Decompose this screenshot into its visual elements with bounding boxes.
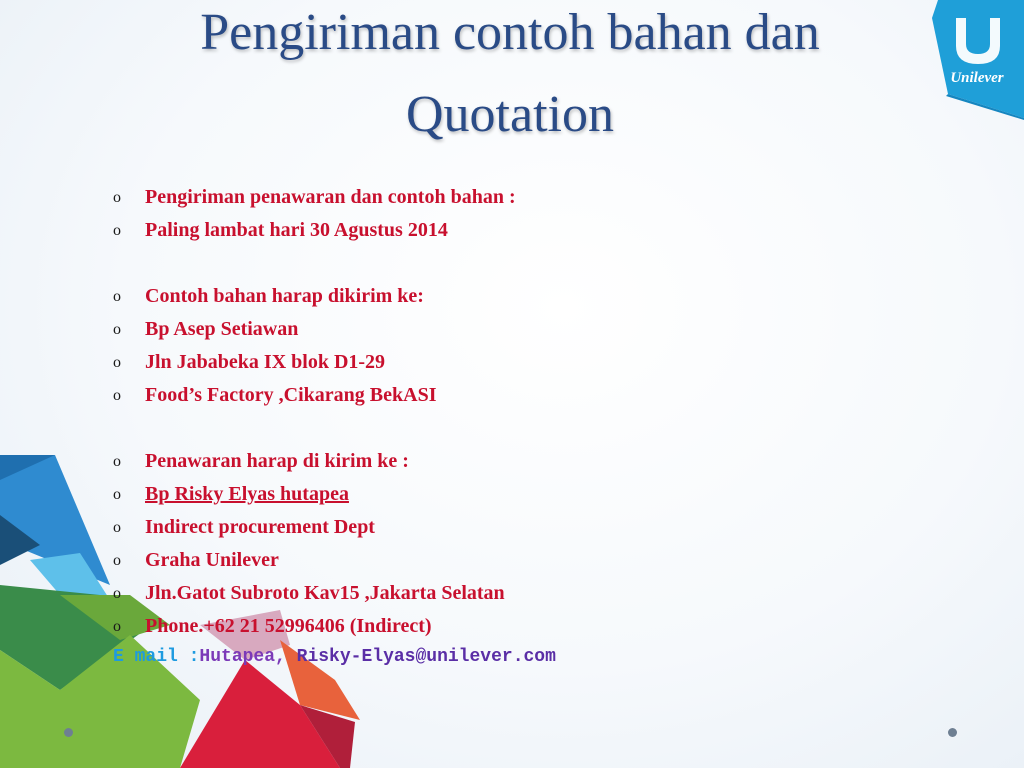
list-item (110, 379, 516, 412)
item-text: Paling lambat hari 30 Agustus 2014 (145, 219, 448, 241)
content-list (110, 181, 516, 643)
bullet-icon: o (113, 519, 121, 536)
bullet-icon: o (113, 387, 121, 404)
list-item (110, 280, 516, 313)
email-name: Hutapea, (199, 647, 286, 667)
list-item (110, 313, 516, 346)
bullet-icon: o (113, 585, 121, 602)
item-text: Penawaran harap di kirim ke : (145, 450, 409, 472)
list-item (110, 610, 516, 643)
item-text: Pengiriman penawaran dan contoh bahan : (145, 186, 516, 208)
list-item (110, 181, 516, 214)
spacer (110, 247, 516, 280)
bullet-icon: o (113, 552, 121, 569)
list-item (110, 544, 516, 577)
item-text: Contoh bahan harap dikirim ke: (145, 285, 424, 307)
bullet-icon: o (113, 189, 121, 206)
list-item (110, 214, 516, 247)
item-text: Indirect procurement Dept (145, 516, 375, 538)
item-text: Graha Unilever (145, 549, 279, 571)
item-text: Phone.+62 21 52996406 (Indirect) (145, 615, 432, 637)
item-text: Jln.Gatot Subroto Kav15 ,Jakarta Selatan (145, 582, 505, 604)
item-text: Food’s Factory ,Cikarang BekASI (145, 384, 437, 406)
bullet-icon: o (113, 354, 121, 371)
bullet-icon: o (113, 321, 121, 338)
logo-wordmark: Unilever (950, 70, 1004, 86)
slide-dot-right (948, 728, 957, 737)
bullet-icon: o (113, 288, 121, 305)
list-item (110, 577, 516, 610)
bullet-icon: o (113, 222, 121, 239)
contact-name-link[interactable]: Bp Risky Elyas hutapea (145, 483, 349, 505)
slide-title (100, 0, 920, 156)
email-line (113, 641, 556, 674)
bullet-icon: o (113, 618, 121, 635)
bullet-icon: o (113, 486, 121, 503)
spacer (110, 412, 516, 445)
slide-dot-left (64, 728, 73, 737)
item-text: Bp Asep Setiawan (145, 318, 299, 340)
title-line-1: Pengiriman contoh bahan dan (200, 4, 820, 61)
item-text: Jln Jababeka IX blok D1-29 (145, 351, 386, 373)
email-label: E mail : (113, 647, 200, 667)
title-line-2: Quotation (406, 86, 614, 143)
unilever-logo (926, 0, 1024, 120)
list-item (110, 346, 516, 379)
email-address-link[interactable]: Risky-Elyas@unilever.com (296, 647, 556, 667)
bullet-icon: o (113, 453, 121, 470)
list-item (110, 511, 516, 544)
list-item (110, 445, 516, 478)
list-item (110, 478, 516, 511)
